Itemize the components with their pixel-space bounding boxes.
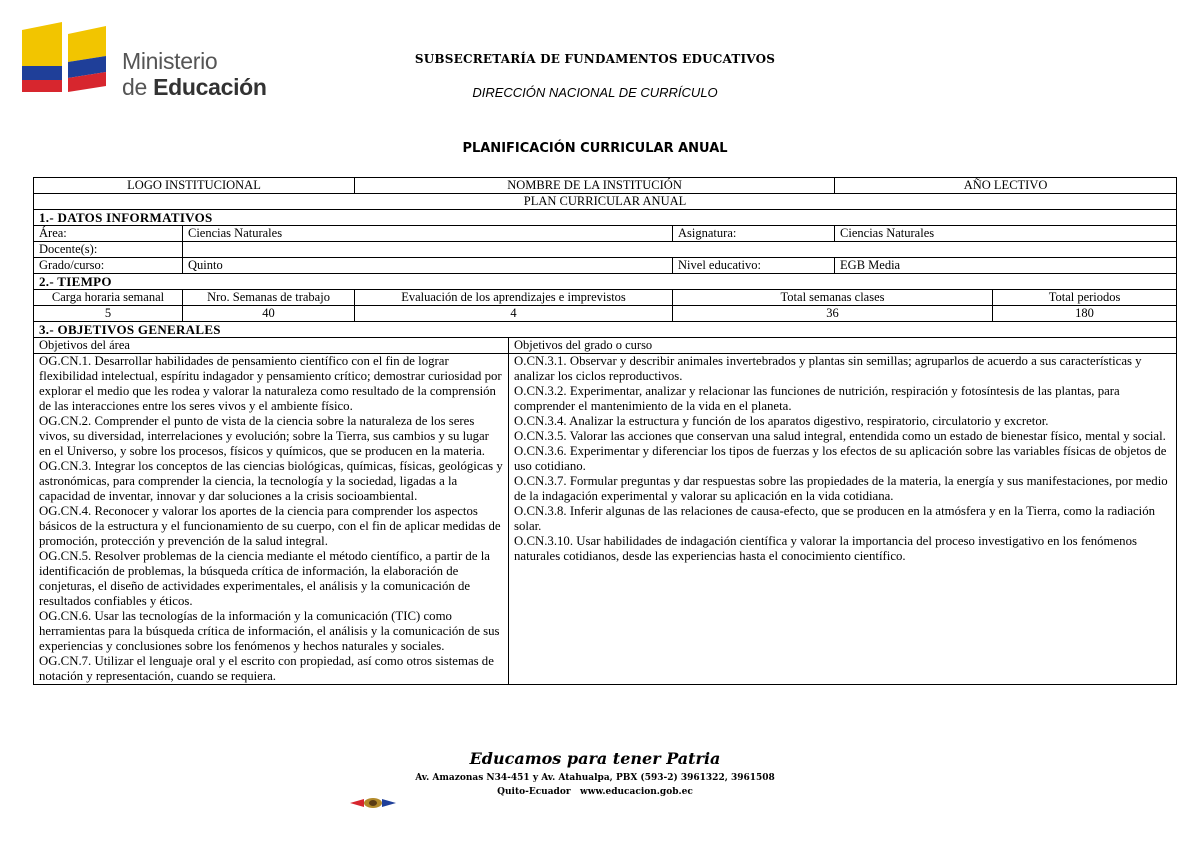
total-semanas-value: 36 — [673, 306, 993, 322]
total-semanas-header: Total semanas clases — [673, 290, 993, 306]
plan-row — [34, 194, 1177, 210]
plan-curricular-table — [33, 177, 1177, 685]
evaluacion-value: 4 — [355, 306, 673, 322]
docente-value — [183, 242, 1177, 258]
ecuador-seal-icon — [350, 797, 396, 809]
objetivos-header-row — [34, 338, 1177, 354]
top-header-row — [34, 178, 1177, 194]
anio-lectivo-cell: AÑO LECTIVO — [835, 178, 1177, 194]
datos-heading-row — [34, 210, 1177, 226]
nivel-value: EGB Media — [835, 258, 1177, 274]
datos-informativos-heading: 1.- DATOS INFORMATIVOS — [34, 210, 1177, 226]
objetivo-area-item: OG.CN.7. Utilizar el lenguaje oral y el escrito con propiedad, así como otros sistemas de notación y representación, cuando se requiera. — [39, 654, 494, 683]
objetivo-grado-item: O.CN.3.7. Formular preguntas y dar respuestas sobre las propiedades de la materia, la energía y sus manifestaciones, por medio de la indagación experimental y valorar su aplicación en la vida cotidiana. — [514, 474, 1168, 503]
asignatura-label: Asignatura: — [673, 226, 835, 242]
docente-row — [34, 242, 1177, 258]
grado-label: Grado/curso: — [34, 258, 183, 274]
footer-web-link[interactable]: www.educacion.gob.ec — [580, 787, 693, 797]
footer-address: Av. Amazonas N34-451 y Av. Atahualpa, PBX (593-2) 3961322, 3961508 — [415, 773, 775, 783]
footer-city: Quito-Ecuador — [497, 787, 571, 797]
area-label: Área: — [34, 226, 183, 242]
total-periodos-value: 180 — [993, 306, 1177, 322]
tiempo-header-row — [34, 290, 1177, 306]
logo-ministerio-text: Ministerio — [122, 48, 218, 74]
objetivos-generales-heading: 3.- OBJETIVOS GENERALES — [34, 322, 1177, 338]
objetivos-heading-row — [34, 322, 1177, 338]
tiempo-heading-row — [34, 274, 1177, 290]
objetivo-area-item: OG.CN.3. Integrar los conceptos de las ciencias biológicas, químicas, físicas, geológicas y astronómicas, para comprender la ciencia, la tecnología y la sociedad, ligadas a la capacidad de inventar, innovar y dar soluciones a la crisis socioambiental. — [39, 459, 503, 503]
objetivo-grado-item: O.CN.3.5. Valorar las acciones que conservan una salud integral, entendida como un estado de bienestar físico, mental y social. — [514, 429, 1166, 443]
objetivos-content-row — [34, 354, 1177, 685]
docente-label: Docente(s): — [34, 242, 183, 258]
grado-value: Quinto — [183, 258, 673, 274]
nombre-institucion-cell: NOMBRE DE LA INSTITUCIÓN — [355, 178, 835, 194]
objetivo-grado-item: O.CN.3.1. Observar y describir animales invertebrados y plantas sin semillas; agruparlos de acuerdo a sus características y analizar los ciclos reproductivos. — [514, 354, 1142, 383]
footer-contact — [0, 787, 1190, 797]
objetivo-grado-item: O.CN.3.2. Experimentar, analizar y relacionar las funciones de nutrición, respiración y fotosíntesis de las plantas, para comprender el mantenimiento de la vida en el planeta. — [514, 384, 1120, 413]
objetivos-area-cell — [34, 354, 509, 685]
area-row — [34, 226, 1177, 242]
document-title: PLANIFICACIÓN CURRICULAR ANUAL — [462, 141, 728, 156]
objetivo-area-item: OG.CN.2. Comprender el punto de vista de la ciencia sobre la naturaleza de los seres vivos, su diversidad, interrelaciones y evolución; sobre la Tierra, sus cambios y su lugar en el Universo, y sobre los procesos, físicos y químicos, que se producen en la materia. — [39, 414, 489, 458]
objetivos-grado-header: Objetivos del grado o curso — [509, 338, 1177, 354]
subsecretaria-heading: SUBSECRETARÍA DE FUNDAMENTOS EDUCATIVOS — [414, 52, 776, 66]
total-periodos-header: Total periodos — [993, 290, 1177, 306]
semanas-trabajo-header: Nro. Semanas de trabajo — [183, 290, 355, 306]
objetivos-grado-cell — [509, 354, 1177, 685]
semanas-trabajo-value: 40 — [183, 306, 355, 322]
logo-institucional-cell: LOGO INSTITUCIONAL — [34, 178, 355, 194]
plan-curricular-cell: PLAN CURRICULAR ANUAL — [34, 194, 1177, 210]
asignatura-value: Ciencias Naturales — [835, 226, 1177, 242]
objetivo-area-item: OG.CN.6. Usar las tecnologías de la información y la comunicación (TIC) como herramientas para la búsqueda crítica de información, el análisis y la comunicación de sus experiencias y conclusiones sobre los fenómenos y hechos naturales y sociales. — [39, 609, 500, 653]
objetivo-grado-item: O.CN.3.10. Usar habilidades de indagación científica y valorar la importancia del proceso investigativo en los fenómenos naturales cotidianos, desde las experiencias hasta el conocimiento científico. — [514, 534, 1137, 563]
tiempo-values-row — [34, 306, 1177, 322]
direccion-heading: DIRECCIÓN NACIONAL DE CURRÍCULO — [472, 85, 718, 100]
objetivos-area-header: Objetivos del área — [34, 338, 509, 354]
objetivo-area-item: OG.CN.4. Reconocer y valorar los aportes de la ciencia para comprender los aspectos básicos de la estructura y el funcionamiento de su cuerpo, con el fin de aplicar medidas de promoción, protección y prevención de la salud integral. — [39, 504, 501, 548]
carga-horaria-header: Carga horaria semanal — [34, 290, 183, 306]
objetivo-grado-item: O.CN.3.6. Experimentar y diferenciar los tipos de fuerzas y los efectos de su aplicación sobre las variables físicas de objetos de uso cotidiano. — [514, 444, 1167, 473]
objetivo-grado-item: O.CN.3.4. Analizar la estructura y función de los aparatos digestivo, respiratorio, circulatorio y excretor. — [514, 414, 1049, 428]
tiempo-heading: 2.- TIEMPO — [34, 274, 1177, 290]
objetivo-area-item: OG.CN.5. Resolver problemas de la ciencia mediante el método científico, a partir de la identificación de problemas, la búsqueda crítica de información, la elaboración de conjeturas, el diseño de actividades experimentales, el análisis y la comunicación de resultados confiables y éticos. — [39, 549, 490, 608]
objetivo-grado-item: O.CN.3.8. Inferir algunas de las relaciones de causa-efecto, que se producen en la atmósfera y en la Tierra, como la radiación solar. — [514, 504, 1156, 533]
evaluacion-header: Evaluación de los aprendizajes e imprevistos — [355, 290, 673, 306]
grado-row — [34, 258, 1177, 274]
carga-horaria-value: 5 — [34, 306, 183, 322]
footer-slogan: Educamos para tener Patria — [469, 749, 721, 768]
objetivo-area-item: OG.CN.1. Desarrollar habilidades de pensamiento científico con el fin de lograr flexibilidad intelectual, espíritu indagador y pensamiento crítico; demostrar curiosidad por explorar el medio que les rodea y valorar la naturaleza como resultado de la comprensión de las interacciones entre los seres vivos y el ambiente físico. — [39, 354, 502, 413]
logo-educacion-text: de Educación — [122, 74, 267, 100]
area-value: Ciencias Naturales — [183, 226, 673, 242]
nivel-label: Nivel educativo: — [673, 258, 835, 274]
